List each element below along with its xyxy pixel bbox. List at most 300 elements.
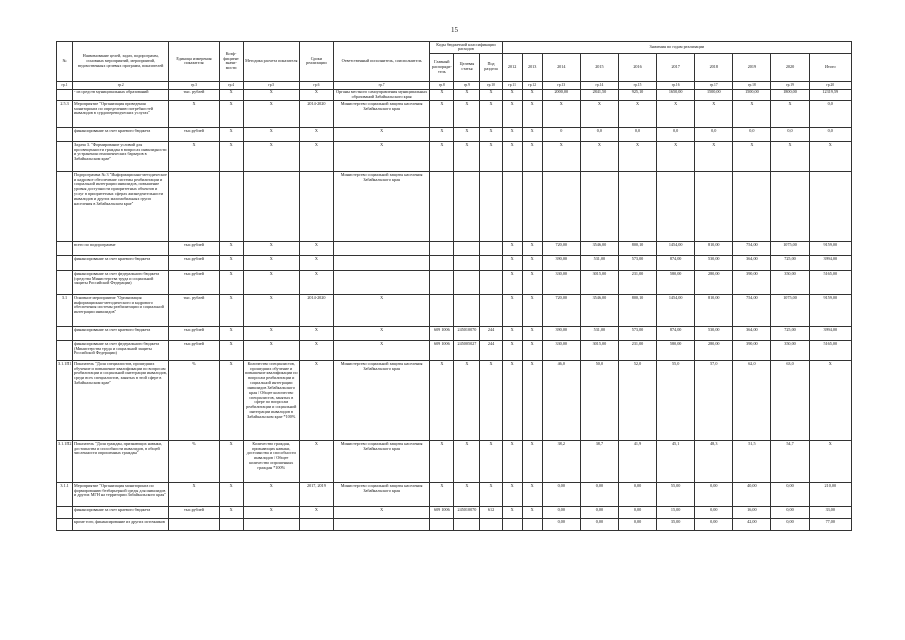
table-row [57, 441, 852, 483]
row-value: 45,1 [657, 441, 695, 483]
row-grbs: X [430, 89, 454, 101]
row-method: Количество специалистов, прошедших обучение и повышение квалификации по вопросам реабилитации и социальной интеграции инвалидов Забайкальского края / Общее количество специалистов, занятых в сфере по вопросам реабилитации и социальной интеграции инвалидов в Забайкальском крае *100% [243, 361, 299, 441]
row-responsible: X [333, 341, 429, 361]
row-period: 2014-2020 [299, 101, 333, 128]
row-value [502, 172, 522, 242]
row-method: X [243, 89, 299, 101]
column-number: гр.18 [733, 81, 771, 89]
row-value: X [522, 271, 542, 295]
row-weight: X [219, 327, 243, 341]
row-value: X [502, 361, 522, 441]
row-total: 12319,59 [809, 89, 851, 101]
row-value: X [618, 142, 656, 172]
row-name: Подпрограмма № 3 "Информационно-методическое и кадровое обеспечение системы реабилитации и социальной интеграции инвалидов, повышение уровня доступности приоритетных объектов и услуг в приоритетных сферах жизнедеятельности инвалидов и других маломобильных групп населения в Забайкальском крае" [73, 172, 169, 242]
column-number: гр.9 [454, 81, 480, 89]
row-value: X [542, 142, 580, 172]
row-value: X [657, 101, 695, 128]
row-method: X [243, 341, 299, 361]
row-value: X [695, 101, 733, 128]
row-value: 1650,00 [657, 89, 695, 101]
table-row [57, 519, 852, 531]
row-unit: X [169, 483, 219, 507]
row-target: X [454, 361, 480, 441]
row-grbs: 609 1006 [430, 341, 454, 361]
row-number [57, 507, 73, 519]
row-target: 245005027 [454, 341, 480, 361]
row-value: 390,00 [733, 271, 771, 295]
header-no: № [57, 42, 73, 82]
row-value: 580,00 [657, 271, 695, 295]
row-method: X [243, 483, 299, 507]
row-weight: X [219, 271, 243, 295]
row-unit: тыс.рублей [169, 341, 219, 361]
row-value: 0,0 [657, 128, 695, 142]
row-unit: тыс.рублей [169, 327, 219, 341]
row-total: 210,00 [809, 483, 851, 507]
row-number [57, 242, 73, 256]
row-total: 9159,00 [809, 242, 851, 256]
row-target [454, 242, 480, 256]
row-subsection: X [480, 361, 502, 441]
row-value: X [502, 142, 522, 172]
row-value: 390,00 [733, 341, 771, 361]
row-value: 57,0 [695, 361, 733, 441]
row-name: Задача 3. "Формирование условий для просвещенности граждан в вопросах инвалидности и устранения отношенческих барьеров в Забайкальском крае" [73, 142, 169, 172]
row-value: 350,00 [771, 271, 809, 295]
row-value: 531,00 [580, 327, 618, 341]
table-row [57, 361, 852, 441]
table-row [57, 327, 852, 341]
row-value: 0,0 [695, 128, 733, 142]
row-value: 0,00 [695, 483, 733, 507]
row-method: Количество граждан, признающих навыки, достоинства и способности инвалидов / Общее количество опрошенных граждан *100% [243, 441, 299, 483]
row-value: 925,10 [618, 89, 656, 101]
row-value: 1500,00 [733, 89, 771, 101]
header-grbs: Главный распоряди-тель [430, 53, 454, 81]
table-row [57, 256, 852, 271]
row-number: 3.1.1П2 [57, 441, 73, 483]
row-total: X [809, 441, 851, 483]
row-total: 77,00 [809, 519, 851, 531]
row-unit [169, 519, 219, 531]
row-grbs: X [430, 441, 454, 483]
row-value: X [522, 256, 542, 271]
table-row [57, 172, 852, 242]
row-value: X [522, 327, 542, 341]
row-subsection: X [480, 89, 502, 101]
row-subsection: X [480, 101, 502, 128]
row-method: X [243, 295, 299, 327]
row-target: X [454, 483, 480, 507]
row-value: 573,00 [618, 256, 656, 271]
header-target: Целевая статья [454, 53, 480, 81]
row-value: X [542, 101, 580, 128]
row-value: 55,00 [657, 483, 695, 507]
row-responsible [333, 271, 429, 295]
row-value: 0,00 [771, 519, 809, 531]
row-value: 0,00 [771, 483, 809, 507]
row-grbs [430, 172, 454, 242]
row-responsible: Министерство социальной защиты населения Забайкальского края [333, 361, 429, 441]
row-value: X [502, 441, 522, 483]
row-value: X [522, 361, 542, 441]
row-value: 0,00 [771, 507, 809, 519]
row-value: 0,00 [580, 507, 618, 519]
row-value: X [522, 295, 542, 327]
row-name: Мероприятие "Организация проведения мониторинга по определению потребностей инвалидов в сурдопереводческих услугах" [73, 101, 169, 128]
table-row [57, 341, 852, 361]
row-value [618, 172, 656, 242]
row-value: X [522, 483, 542, 507]
row-number [57, 327, 73, 341]
row-method: X [243, 142, 299, 172]
column-number: гр.8 [430, 81, 454, 89]
row-number [57, 89, 73, 101]
row-period: X [299, 128, 333, 142]
row-value: 0,00 [618, 507, 656, 519]
row-responsible: X [333, 295, 429, 327]
row-value: 48,3 [695, 441, 733, 483]
column-number: гр.14 [580, 81, 618, 89]
row-value: 810,00 [695, 242, 733, 256]
row-value: 0,00 [695, 519, 733, 531]
row-period: X [299, 327, 333, 341]
row-value: X [733, 101, 771, 128]
row-grbs: X [430, 128, 454, 142]
row-unit: % [169, 441, 219, 483]
row-target [454, 295, 480, 327]
row-value: 390,00 [542, 256, 580, 271]
row-value: 1075,00 [771, 295, 809, 327]
header-year: 2020 [771, 53, 809, 81]
row-value: 330,00 [542, 341, 580, 361]
row-period: X [299, 242, 333, 256]
row-value: 754,00 [733, 242, 771, 256]
row-name: финансирование за счет федерального бюджета (Министерства труда и социальной защиты Российской Федерации) [73, 341, 169, 361]
header-year: 2012 [502, 53, 522, 81]
row-subsection [480, 295, 502, 327]
header-weight: Коэф-фициент значи-мости [219, 42, 243, 82]
row-value: 2000,00 [542, 89, 580, 101]
row-weight: X [219, 101, 243, 128]
row-value: 0 [542, 128, 580, 142]
row-value: X [522, 128, 542, 142]
row-value: 40,00 [733, 483, 771, 507]
row-value: 1454,00 [657, 295, 695, 327]
row-value: 874,00 [657, 256, 695, 271]
row-value: 3015,00 [580, 341, 618, 361]
row-number: 3.1 [57, 295, 73, 327]
row-value: X [502, 242, 522, 256]
row-period [299, 172, 333, 242]
row-value: 531,00 [580, 256, 618, 271]
row-value: 0,00 [542, 519, 580, 531]
row-grbs: X [430, 361, 454, 441]
row-name: Мероприятие "Организация мониторинга по формированию безбарьерной среды для инвалидов и других МГН на территории Забайкальского края" [73, 483, 169, 507]
row-subsection: X [480, 441, 502, 483]
row-method [243, 172, 299, 242]
row-weight: X [219, 242, 243, 256]
row-method: X [243, 327, 299, 341]
row-value [502, 519, 522, 531]
column-number: гр.15 [618, 81, 656, 89]
row-subsection [480, 256, 502, 271]
row-responsible: X [333, 507, 429, 519]
column-number: гр.1 [57, 81, 73, 89]
row-value: 231,00 [618, 271, 656, 295]
header-year: 2018 [695, 53, 733, 81]
header-year: 2013 [522, 53, 542, 81]
column-number: гр.7 [333, 81, 429, 89]
header-total: Итого [809, 53, 851, 81]
row-value [657, 172, 695, 242]
row-grbs [430, 256, 454, 271]
row-value: 38,2 [542, 441, 580, 483]
row-unit: % [169, 361, 219, 441]
row-value: 1500,00 [695, 89, 733, 101]
column-number: гр.12 [522, 81, 542, 89]
row-grbs [430, 271, 454, 295]
row-number [57, 341, 73, 361]
page-number: 15 [451, 26, 458, 34]
row-number [57, 172, 73, 242]
row-subsection: 244 [480, 341, 502, 361]
row-value: X [522, 142, 542, 172]
row-total: 3994,00 [809, 327, 851, 341]
row-period: X [299, 361, 333, 441]
row-period: X [299, 341, 333, 361]
table-row [57, 271, 852, 295]
row-value: 42,00 [733, 519, 771, 531]
row-responsible [333, 256, 429, 271]
row-target: 245010070 [454, 327, 480, 341]
table-row [57, 89, 852, 101]
row-unit: тыс.рублей [169, 271, 219, 295]
row-value: X [522, 507, 542, 519]
column-number: гр.2 [73, 81, 169, 89]
row-target: X [454, 89, 480, 101]
row-target: 245010070 [454, 507, 480, 519]
row-value: X [771, 142, 809, 172]
row-value: 46,0 [542, 361, 580, 441]
row-value: 0,00 [542, 507, 580, 519]
column-number: гр.10 [480, 81, 502, 89]
header-year: 2016 [618, 53, 656, 81]
column-number: гр.6 [299, 81, 333, 89]
row-value: 0,00 [580, 519, 618, 531]
row-weight [219, 172, 243, 242]
row-value: X [502, 271, 522, 295]
header-method: Методика расчета показателя [243, 42, 299, 82]
row-target: X [454, 142, 480, 172]
row-value: X [502, 483, 522, 507]
row-value: 350,00 [771, 341, 809, 361]
header-year: 2017 [657, 53, 695, 81]
row-grbs: X [430, 101, 454, 128]
row-weight: X [219, 341, 243, 361]
row-method: X [243, 256, 299, 271]
row-weight: X [219, 128, 243, 142]
row-unit: тыс.рублей [169, 256, 219, 271]
row-value: X [657, 142, 695, 172]
column-number: гр.3 [169, 81, 219, 89]
row-unit: тыс. рублей [169, 89, 219, 101]
row-total: 9159,00 [809, 295, 851, 327]
row-name: финансирование за счет краевого бюджета [73, 507, 169, 519]
row-period: 2014-2020 [299, 295, 333, 327]
row-value: 3546,00 [580, 242, 618, 256]
row-weight [219, 519, 243, 531]
header-values: Значения по годам реализации [502, 42, 851, 54]
row-name: финансирование за счет краевого бюджета [73, 256, 169, 271]
row-value: 0,00 [618, 483, 656, 507]
row-number [57, 128, 73, 142]
row-value: 390,00 [542, 327, 580, 341]
row-period [299, 519, 333, 531]
row-value: 3546,00 [580, 295, 618, 327]
column-number: гр.17 [695, 81, 733, 89]
row-value: X [618, 101, 656, 128]
column-number: гр.11 [502, 81, 522, 89]
row-value: 0,00 [618, 519, 656, 531]
row-value [542, 172, 580, 242]
row-value: 364,00 [733, 327, 771, 341]
row-value: 54,7 [771, 441, 809, 483]
row-unit: тыс. рублей [169, 295, 219, 327]
row-number [57, 519, 73, 531]
header-year: 2015 [580, 53, 618, 81]
column-number: гр.13 [542, 81, 580, 89]
header-year: 2014 [542, 53, 580, 81]
row-value: 530,00 [695, 256, 733, 271]
row-value: X [522, 242, 542, 256]
row-value: 1454,00 [657, 242, 695, 256]
row-value [522, 519, 542, 531]
row-unit: X [169, 101, 219, 128]
row-value: X [522, 89, 542, 101]
header-responsible: Ответственный исполнитель, соисполнитель [333, 42, 429, 82]
row-weight: X [219, 361, 243, 441]
column-number: гр.20 [809, 81, 851, 89]
row-weight: X [219, 441, 243, 483]
row-period: X [299, 271, 333, 295]
row-name: финансирование за счет краевого бюджета [73, 327, 169, 341]
header-subsection: Под раздела [480, 53, 502, 81]
table-row [57, 128, 852, 142]
row-value: 55,0 [657, 361, 695, 441]
row-number [57, 256, 73, 271]
row-responsible: X [333, 142, 429, 172]
row-value: 63,0 [771, 361, 809, 441]
row-value [580, 172, 618, 242]
row-value: 800,10 [618, 295, 656, 327]
row-total: X [809, 142, 851, 172]
row-value: 38,7 [580, 441, 618, 483]
row-total: 0,0 [809, 128, 851, 142]
row-value: X [502, 128, 522, 142]
row-value: 580,00 [657, 341, 695, 361]
row-number [57, 271, 73, 295]
row-value: X [522, 441, 542, 483]
row-value: 2841,50 [580, 89, 618, 101]
row-value [771, 172, 809, 242]
row-value: 874,00 [657, 327, 695, 341]
row-unit: тыс.рублей [169, 242, 219, 256]
row-value: 0,00 [580, 483, 618, 507]
row-method: X [243, 242, 299, 256]
row-unit: тыс.рублей [169, 128, 219, 142]
row-value: 573,00 [618, 327, 656, 341]
row-subsection [480, 519, 502, 531]
row-period: X [299, 256, 333, 271]
row-total: 5165,00 [809, 341, 851, 361]
row-number: 2.5.3 [57, 101, 73, 128]
row-value: 51,5 [733, 441, 771, 483]
row-value: X [502, 101, 522, 128]
row-value: X [502, 256, 522, 271]
row-total: 33,00 [809, 507, 851, 519]
header-period: Сроки реализации [299, 42, 333, 82]
row-value: 16,00 [733, 507, 771, 519]
row-value: 0,00 [695, 507, 733, 519]
row-target [454, 256, 480, 271]
row-value: X [502, 507, 522, 519]
row-target [454, 172, 480, 242]
row-subsection [480, 271, 502, 295]
row-value [695, 172, 733, 242]
row-period: X [299, 89, 333, 101]
program-table [56, 41, 852, 531]
header-unit: Единица измерения показателя [169, 42, 219, 82]
row-value: X [580, 142, 618, 172]
row-responsible [333, 242, 429, 256]
row-period: X [299, 142, 333, 172]
row-value: 0,0 [618, 128, 656, 142]
row-responsible: Министерство социальной защиты населения Забайкальского края [333, 441, 429, 483]
row-value: 725,00 [771, 327, 809, 341]
table-row [57, 242, 852, 256]
row-value: 754,00 [733, 295, 771, 327]
row-subsection: X [480, 128, 502, 142]
header-year: 2019 [733, 53, 771, 81]
row-value: 62,0 [733, 361, 771, 441]
row-subsection: 244 [480, 327, 502, 341]
row-value: 0,0 [580, 128, 618, 142]
row-value: 280,00 [695, 271, 733, 295]
column-number: гр.4 [219, 81, 243, 89]
row-value: 330,00 [542, 271, 580, 295]
header-budget-codes: Коды бюджетной классификации расходов [430, 42, 502, 54]
header-name: Наименование целей, задач, подпрограмм, основных мероприятий, мероприятий, ведомственных целевых программ, показателей [73, 42, 169, 82]
row-period: 2017, 2019 [299, 483, 333, 507]
table-row [57, 101, 852, 128]
row-value: 50,0 [580, 361, 618, 441]
row-value: X [522, 101, 542, 128]
row-target: X [454, 441, 480, 483]
row-number [57, 142, 73, 172]
row-value: X [695, 142, 733, 172]
row-subsection [480, 242, 502, 256]
row-value: 3015,00 [580, 271, 618, 295]
row-responsible: Министерство социальной защиты населения Забайкальского края [333, 101, 429, 128]
row-grbs [430, 295, 454, 327]
row-method: X [243, 271, 299, 295]
row-value: 15,00 [657, 507, 695, 519]
table-row [57, 483, 852, 507]
row-value: 0,0 [771, 128, 809, 142]
row-name: Показатель "Доля граждан, признающих навыки, достоинства и способности инвалидов, в общей численности опрошенных граждан" [73, 441, 169, 483]
row-subsection: 612 [480, 507, 502, 519]
